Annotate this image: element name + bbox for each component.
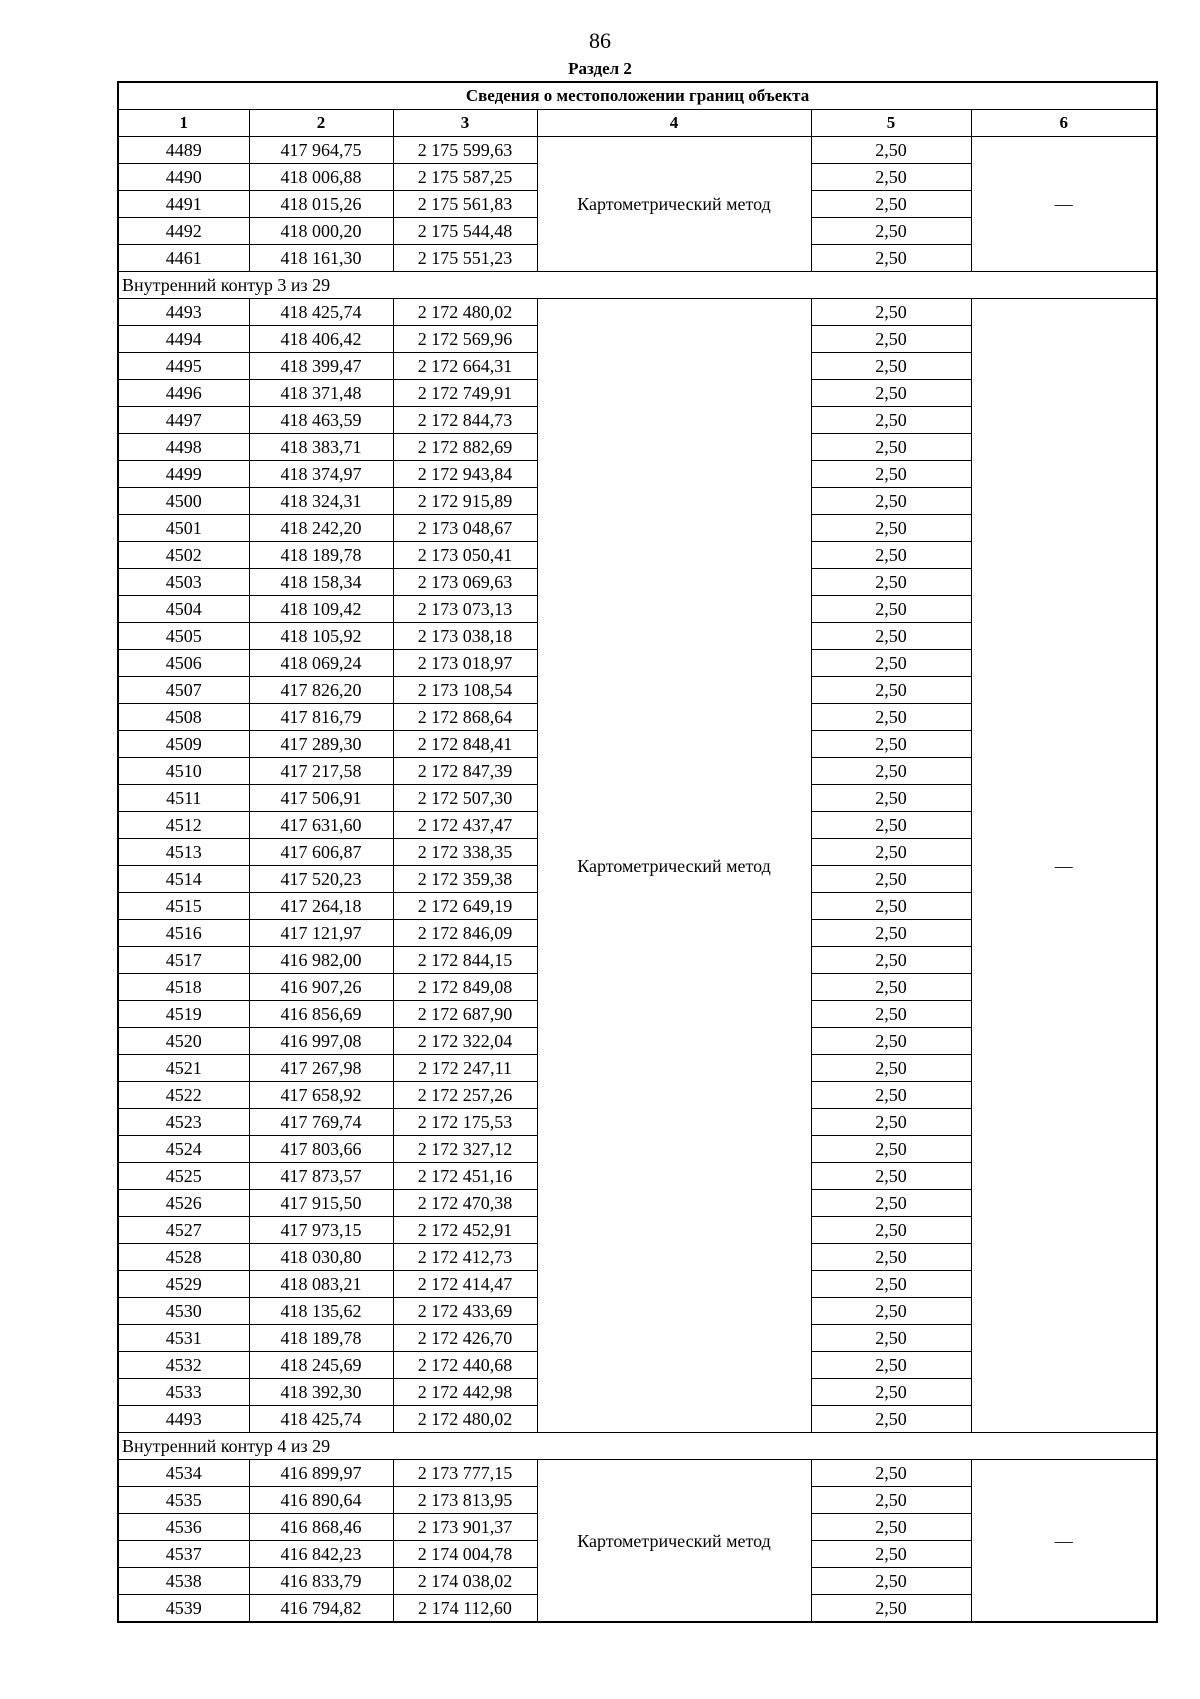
- precision-value: 2,50: [811, 920, 971, 947]
- point-number: 4496: [118, 380, 249, 407]
- precision-value: 2,50: [811, 866, 971, 893]
- coord-x: 418 189,78: [249, 542, 393, 569]
- precision-value: 2,50: [811, 974, 971, 1001]
- coord-y: 2 172 687,90: [393, 1001, 537, 1028]
- coord-x: 416 856,69: [249, 1001, 393, 1028]
- point-number: 4493: [118, 299, 249, 326]
- point-number: 4532: [118, 1352, 249, 1379]
- column-header: 1: [118, 110, 249, 137]
- precision-value: 2,50: [811, 1487, 971, 1514]
- point-number: 4500: [118, 488, 249, 515]
- point-number: 4533: [118, 1379, 249, 1406]
- coord-x: 416 868,46: [249, 1514, 393, 1541]
- coord-y: 2 172 480,02: [393, 299, 537, 326]
- coord-x: 416 842,23: [249, 1541, 393, 1568]
- coord-x: 417 121,97: [249, 920, 393, 947]
- contour-row: [118, 272, 1157, 299]
- point-number: 4493: [118, 1406, 249, 1433]
- point-number: 4499: [118, 461, 249, 488]
- coord-y: 2 174 038,02: [393, 1568, 537, 1595]
- precision-value: 2,50: [811, 1028, 971, 1055]
- precision-value: 2,50: [811, 1055, 971, 1082]
- point-number: 4538: [118, 1568, 249, 1595]
- precision-value: 2,50: [811, 1514, 971, 1541]
- coord-y: 2 172 664,31: [393, 353, 537, 380]
- coord-y: 2 172 847,39: [393, 758, 537, 785]
- point-number: 4534: [118, 1460, 249, 1487]
- precision-value: 2,50: [811, 164, 971, 191]
- coord-x: 417 289,30: [249, 731, 393, 758]
- column-header: 6: [971, 110, 1157, 137]
- precision-value: 2,50: [811, 623, 971, 650]
- coord-y: 2 172 480,02: [393, 1406, 537, 1433]
- precision-value: 2,50: [811, 218, 971, 245]
- col6-cell: —: [971, 299, 1157, 1433]
- coord-x: 416 833,79: [249, 1568, 393, 1595]
- precision-value: 2,50: [811, 947, 971, 974]
- coord-x: 418 399,47: [249, 353, 393, 380]
- precision-value: 2,50: [811, 353, 971, 380]
- coord-y: 2 173 901,37: [393, 1514, 537, 1541]
- precision-value: 2,50: [811, 839, 971, 866]
- precision-value: 2,50: [811, 515, 971, 542]
- coord-y: 2 172 915,89: [393, 488, 537, 515]
- precision-value: 2,50: [811, 812, 971, 839]
- point-number: 4521: [118, 1055, 249, 1082]
- coord-x: 417 826,20: [249, 677, 393, 704]
- coord-y: 2 172 359,38: [393, 866, 537, 893]
- point-number: 4497: [118, 407, 249, 434]
- point-number: 4491: [118, 191, 249, 218]
- contour-row: [118, 1433, 1157, 1460]
- precision-value: 2,50: [811, 137, 971, 164]
- coord-y: 2 173 108,54: [393, 677, 537, 704]
- method-cell: Картометрический метод: [537, 299, 811, 1433]
- precision-value: 2,50: [811, 731, 971, 758]
- coord-x: 417 973,15: [249, 1217, 393, 1244]
- point-number: 4513: [118, 839, 249, 866]
- coord-y: 2 172 846,09: [393, 920, 537, 947]
- precision-value: 2,50: [811, 407, 971, 434]
- coord-x: 417 606,87: [249, 839, 393, 866]
- coord-y: 2 172 327,12: [393, 1136, 537, 1163]
- coord-y: 2 172 868,64: [393, 704, 537, 731]
- table-row: [118, 137, 1157, 164]
- coord-x: 418 006,88: [249, 164, 393, 191]
- point-number: 4529: [118, 1271, 249, 1298]
- point-number: 4512: [118, 812, 249, 839]
- coord-y: 2 172 749,91: [393, 380, 537, 407]
- coord-x: 418 083,21: [249, 1271, 393, 1298]
- precision-value: 2,50: [811, 1460, 971, 1487]
- contour-label: Внутренний контур 4 из 29: [118, 1433, 1157, 1460]
- precision-value: 2,50: [811, 461, 971, 488]
- point-number: 4537: [118, 1541, 249, 1568]
- coord-y: 2 175 561,83: [393, 191, 537, 218]
- point-number: 4492: [118, 218, 249, 245]
- page-number: 86: [589, 28, 611, 53]
- precision-value: 2,50: [811, 1595, 971, 1623]
- coord-y: 2 175 544,48: [393, 218, 537, 245]
- coord-x: 418 374,97: [249, 461, 393, 488]
- table-caption: Сведения о местоположении границ объекта: [118, 82, 1157, 110]
- point-number: 4530: [118, 1298, 249, 1325]
- precision-value: 2,50: [811, 1298, 971, 1325]
- point-number: 4516: [118, 920, 249, 947]
- precision-value: 2,50: [811, 758, 971, 785]
- precision-value: 2,50: [811, 380, 971, 407]
- point-number: 4518: [118, 974, 249, 1001]
- coord-x: 417 769,74: [249, 1109, 393, 1136]
- precision-value: 2,50: [811, 1163, 971, 1190]
- coord-x: 418 425,74: [249, 1406, 393, 1433]
- coord-y: 2 172 507,30: [393, 785, 537, 812]
- coord-y: 2 172 247,11: [393, 1055, 537, 1082]
- coord-y: 2 172 848,41: [393, 731, 537, 758]
- precision-value: 2,50: [811, 434, 971, 461]
- coord-x: 418 015,26: [249, 191, 393, 218]
- precision-value: 2,50: [811, 1406, 971, 1433]
- coord-x: 418 392,30: [249, 1379, 393, 1406]
- coord-y: 2 173 073,13: [393, 596, 537, 623]
- precision-value: 2,50: [811, 1244, 971, 1271]
- precision-value: 2,50: [811, 704, 971, 731]
- table-body: [118, 137, 1157, 1623]
- coord-x: 418 406,42: [249, 326, 393, 353]
- precision-value: 2,50: [811, 569, 971, 596]
- coord-x: 416 890,64: [249, 1487, 393, 1514]
- contour-label: Внутренний контур 3 из 29: [118, 272, 1157, 299]
- point-number: 4501: [118, 515, 249, 542]
- precision-value: 2,50: [811, 1352, 971, 1379]
- coord-y: 2 172 844,73: [393, 407, 537, 434]
- coord-x: 418 383,71: [249, 434, 393, 461]
- coord-y: 2 173 018,97: [393, 650, 537, 677]
- coord-x: 418 425,74: [249, 299, 393, 326]
- coord-y: 2 172 882,69: [393, 434, 537, 461]
- coord-x: 417 816,79: [249, 704, 393, 731]
- precision-value: 2,50: [811, 1541, 971, 1568]
- coord-y: 2 172 426,70: [393, 1325, 537, 1352]
- point-number: 4490: [118, 164, 249, 191]
- precision-value: 2,50: [811, 1379, 971, 1406]
- coord-y: 2 172 338,35: [393, 839, 537, 866]
- coord-x: 418 324,31: [249, 488, 393, 515]
- coord-y: 2 172 442,98: [393, 1379, 537, 1406]
- point-number: 4522: [118, 1082, 249, 1109]
- point-number: 4504: [118, 596, 249, 623]
- point-number: 4520: [118, 1028, 249, 1055]
- coord-y: 2 172 433,69: [393, 1298, 537, 1325]
- precision-value: 2,50: [811, 245, 971, 272]
- point-number: 4524: [118, 1136, 249, 1163]
- coord-y: 2 172 844,15: [393, 947, 537, 974]
- precision-value: 2,50: [811, 1136, 971, 1163]
- point-number: 4531: [118, 1325, 249, 1352]
- precision-value: 2,50: [811, 1568, 971, 1595]
- coord-y: 2 172 569,96: [393, 326, 537, 353]
- coord-x: 418 189,78: [249, 1325, 393, 1352]
- precision-value: 2,50: [811, 299, 971, 326]
- coord-x: 418 463,59: [249, 407, 393, 434]
- coord-x: 418 245,69: [249, 1352, 393, 1379]
- coord-x: 416 907,26: [249, 974, 393, 1001]
- point-number: 4502: [118, 542, 249, 569]
- coord-x: 418 069,24: [249, 650, 393, 677]
- coord-x: 416 899,97: [249, 1460, 393, 1487]
- point-number: 4515: [118, 893, 249, 920]
- coord-y: 2 175 587,25: [393, 164, 537, 191]
- point-number: 4526: [118, 1190, 249, 1217]
- coord-x: 417 267,98: [249, 1055, 393, 1082]
- coord-x: 418 135,62: [249, 1298, 393, 1325]
- coord-x: 417 217,58: [249, 758, 393, 785]
- coord-y: 2 172 943,84: [393, 461, 537, 488]
- point-number: 4535: [118, 1487, 249, 1514]
- table-row: [118, 299, 1157, 326]
- coord-x: 418 030,80: [249, 1244, 393, 1271]
- precision-value: 2,50: [811, 677, 971, 704]
- point-number: 4519: [118, 1001, 249, 1028]
- coord-y: 2 173 777,15: [393, 1460, 537, 1487]
- column-header: 5: [811, 110, 971, 137]
- coord-x: 417 264,18: [249, 893, 393, 920]
- point-number: 4510: [118, 758, 249, 785]
- coord-y: 2 172 451,16: [393, 1163, 537, 1190]
- point-number: 4498: [118, 434, 249, 461]
- point-number: 4461: [118, 245, 249, 272]
- precision-value: 2,50: [811, 488, 971, 515]
- precision-value: 2,50: [811, 326, 971, 353]
- point-number: 4507: [118, 677, 249, 704]
- column-header: 4: [537, 110, 811, 137]
- coord-x: 418 161,30: [249, 245, 393, 272]
- section-title: Раздел 2: [568, 59, 632, 78]
- point-number: 4525: [118, 1163, 249, 1190]
- precision-value: 2,50: [811, 650, 971, 677]
- coord-y: 2 173 069,63: [393, 569, 537, 596]
- coord-x: 416 997,08: [249, 1028, 393, 1055]
- coord-x: 417 658,92: [249, 1082, 393, 1109]
- coord-x: 418 109,42: [249, 596, 393, 623]
- precision-value: 2,50: [811, 1190, 971, 1217]
- point-number: 4505: [118, 623, 249, 650]
- point-number: 4503: [118, 569, 249, 596]
- table-row: [118, 1460, 1157, 1487]
- point-number: 4489: [118, 137, 249, 164]
- coord-y: 2 172 849,08: [393, 974, 537, 1001]
- column-header: 2: [249, 110, 393, 137]
- precision-value: 2,50: [811, 1271, 971, 1298]
- precision-value: 2,50: [811, 1325, 971, 1352]
- point-number: 4517: [118, 947, 249, 974]
- coord-x: 417 506,91: [249, 785, 393, 812]
- col6-cell: —: [971, 1460, 1157, 1623]
- coord-x: 417 803,66: [249, 1136, 393, 1163]
- point-number: 4508: [118, 704, 249, 731]
- coord-y: 2 172 437,47: [393, 812, 537, 839]
- point-number: 4495: [118, 353, 249, 380]
- coord-x: 417 631,60: [249, 812, 393, 839]
- precision-value: 2,50: [811, 1001, 971, 1028]
- coord-y: 2 172 452,91: [393, 1217, 537, 1244]
- precision-value: 2,50: [811, 596, 971, 623]
- coord-y: 2 172 649,19: [393, 893, 537, 920]
- point-number: 4539: [118, 1595, 249, 1623]
- point-number: 4509: [118, 731, 249, 758]
- precision-value: 2,50: [811, 1082, 971, 1109]
- coord-y: 2 174 112,60: [393, 1595, 537, 1623]
- coord-x: 418 000,20: [249, 218, 393, 245]
- coord-y: 2 175 551,23: [393, 245, 537, 272]
- coord-y: 2 172 414,47: [393, 1271, 537, 1298]
- point-number: 4523: [118, 1109, 249, 1136]
- precision-value: 2,50: [811, 785, 971, 812]
- point-number: 4514: [118, 866, 249, 893]
- point-number: 4528: [118, 1244, 249, 1271]
- point-number: 4527: [118, 1217, 249, 1244]
- point-number: 4506: [118, 650, 249, 677]
- coord-y: 2 173 050,41: [393, 542, 537, 569]
- coord-y: 2 173 038,18: [393, 623, 537, 650]
- coord-y: 2 172 440,68: [393, 1352, 537, 1379]
- coord-y: 2 172 257,26: [393, 1082, 537, 1109]
- coord-y: 2 175 599,63: [393, 137, 537, 164]
- coord-x: 418 105,92: [249, 623, 393, 650]
- point-number: 4536: [118, 1514, 249, 1541]
- coord-x: 417 915,50: [249, 1190, 393, 1217]
- coord-x: 416 794,82: [249, 1595, 393, 1623]
- coord-y: 2 172 470,38: [393, 1190, 537, 1217]
- coord-y: 2 174 004,78: [393, 1541, 537, 1568]
- coord-y: 2 172 175,53: [393, 1109, 537, 1136]
- coord-x: 417 873,57: [249, 1163, 393, 1190]
- point-number: 4494: [118, 326, 249, 353]
- precision-value: 2,50: [811, 893, 971, 920]
- precision-value: 2,50: [811, 1109, 971, 1136]
- coord-x: 416 982,00: [249, 947, 393, 974]
- boundary-coordinates-table: [117, 81, 1158, 1623]
- coord-y: 2 173 048,67: [393, 515, 537, 542]
- coord-x: 418 371,48: [249, 380, 393, 407]
- coord-x: 418 158,34: [249, 569, 393, 596]
- coord-y: 2 173 813,95: [393, 1487, 537, 1514]
- column-header: 3: [393, 110, 537, 137]
- precision-value: 2,50: [811, 542, 971, 569]
- col6-cell: —: [971, 137, 1157, 272]
- method-cell: Картометрический метод: [537, 137, 811, 272]
- coord-x: 417 964,75: [249, 137, 393, 164]
- method-cell: Картометрический метод: [537, 1460, 811, 1623]
- precision-value: 2,50: [811, 1217, 971, 1244]
- coord-x: 417 520,23: [249, 866, 393, 893]
- point-number: 4511: [118, 785, 249, 812]
- coord-y: 2 172 322,04: [393, 1028, 537, 1055]
- precision-value: 2,50: [811, 191, 971, 218]
- coord-y: 2 172 412,73: [393, 1244, 537, 1271]
- coord-x: 418 242,20: [249, 515, 393, 542]
